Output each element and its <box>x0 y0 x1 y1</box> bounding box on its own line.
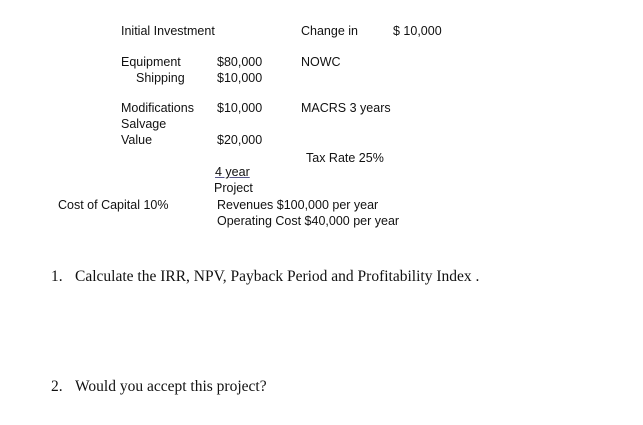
change-in-label: Change in <box>301 24 358 38</box>
nowc-value: $ 10,000 <box>393 24 442 38</box>
nowc-label: NOWC <box>301 55 341 69</box>
cost-of-capital: Cost of Capital 10% <box>58 198 169 212</box>
project-duration: 4 year <box>215 165 250 179</box>
question-1-number: 1. <box>51 268 63 285</box>
initial-investment-heading: Initial Investment <box>121 24 215 38</box>
equipment-value: $80,000 <box>217 55 263 69</box>
shipping-value: $10,000 <box>217 71 263 85</box>
project-operating-cost: Operating Cost $40,000 per year <box>217 214 400 228</box>
salvage-label: Salvage <box>121 117 167 131</box>
question-2-text: Would you accept this project? <box>75 378 267 395</box>
project-revenues: Revenues $100,000 per year <box>217 198 379 212</box>
tax-rate: Tax Rate 25% <box>306 151 384 165</box>
question-1-text: Calculate the IRR, NPV, Payback Period and Profitability Index . <box>75 268 480 285</box>
project-label: Project <box>214 181 253 195</box>
value-label: Value <box>121 133 153 147</box>
depreciation-method: MACRS 3 years <box>301 101 391 115</box>
question-2-number: 2. <box>51 378 63 395</box>
modifications-value: $10,000 <box>217 101 263 115</box>
salvage-value: $20,000 <box>217 133 263 147</box>
equipment-label: Equipment <box>121 55 181 69</box>
shipping-label: Shipping <box>136 71 185 85</box>
modifications-label: Modifications <box>121 101 194 115</box>
